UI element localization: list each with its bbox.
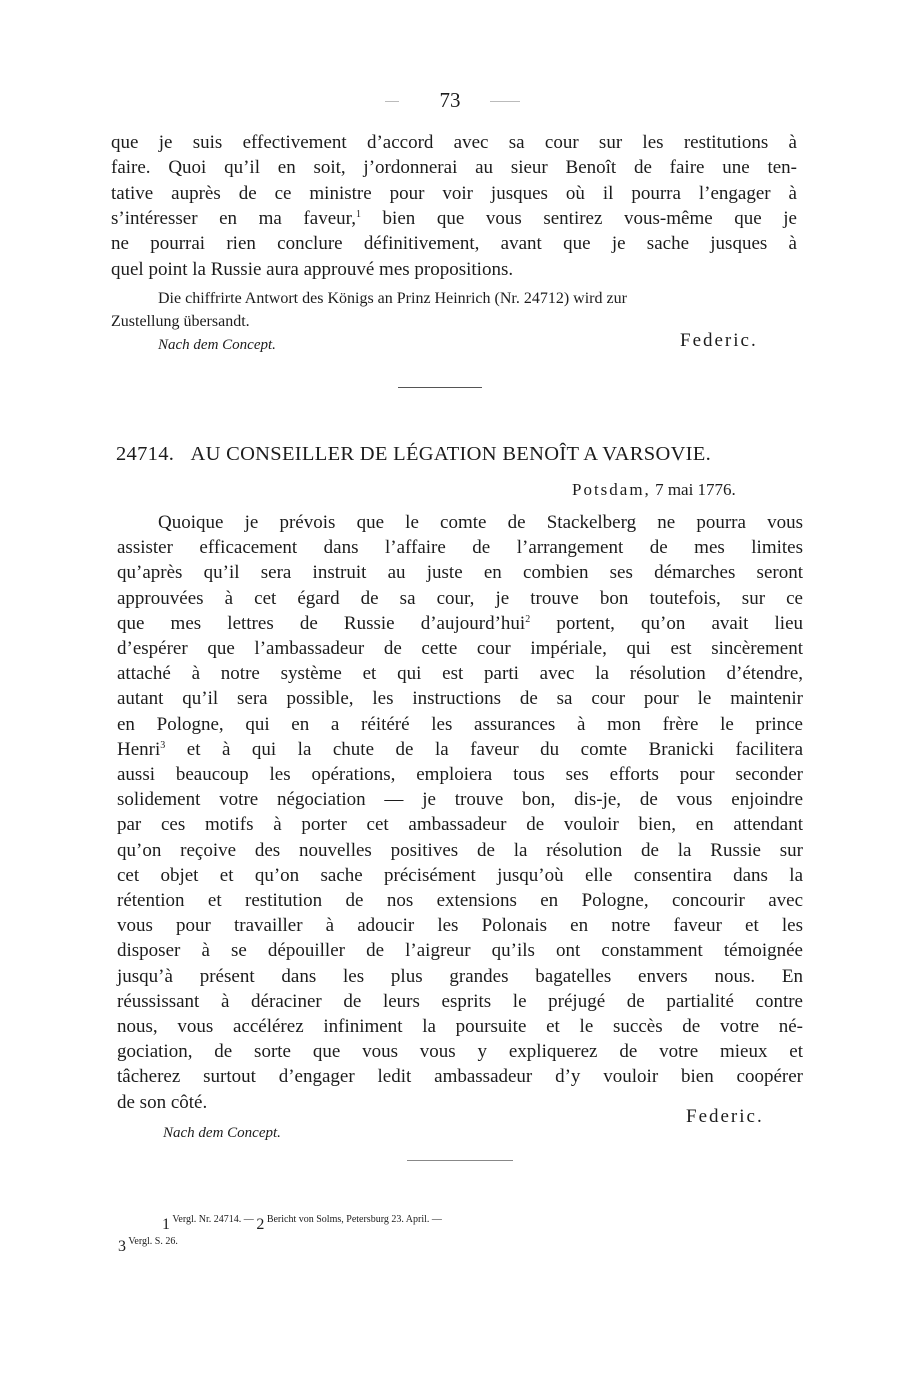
footnote-ref: 2 [525, 613, 531, 625]
text-line: de son côté. [117, 1091, 208, 1113]
text-line: nous, vous accélérez infiniment la poursuite et le succès de votre né- [117, 1016, 803, 1037]
text-line: disposer à se dépouiller de l’aigreur qu’ils ont constamment témoignée [117, 940, 803, 962]
footnote-divider [407, 1160, 513, 1161]
text-line: Quoique je prévois que le comte de Stackelberg ne pourra vous [158, 512, 803, 533]
text-line: s’intéresser en ma faveur,$^1$ bien que vous sentirez vous-même que je [111, 207, 797, 229]
letter-number: 24714. [116, 443, 175, 465]
text-line: réussissant à déraciner de leurs esprits le préjugé de partialité contre [117, 990, 803, 1012]
letter-title: AU CONSEILLER DE LÉGATION BENOÎT A VARSOVIE. [190, 443, 712, 465]
text-line: tâcherez surtout d’engager ledit ambassadeur d’y vouloir bien coopérer [117, 1066, 803, 1088]
text-line: en Pologne, qui en a réitéré les assurances à mon frère le prince [117, 713, 803, 735]
text-line: assister efficacement dans l’affaire de l’arrangement de mes limites [117, 537, 803, 559]
footnote-ref: 3 [160, 739, 166, 751]
text-line: rétention et restitution de nos extensions en Pologne, concourir avec [117, 890, 803, 911]
intro-source: Nach dem Concept. [158, 337, 276, 353]
text-line: Henri$^3$ et à qui la chute de la faveur du comte Branicki facilitera [117, 738, 803, 760]
text-line: cet objet et qu’on sache précisément jusqu’où elle consentira dans la [117, 864, 803, 886]
footnote-ref: Vergl. Nr. 24714. — [170, 1214, 257, 1225]
section-divider [398, 387, 482, 388]
text-line: qu’après qu’il sera instruit au juste en combien ses démarches seront [117, 562, 803, 584]
text-line: d’espérer que l’ambassadeur de cette cour impériale, qui est sincèrement [117, 638, 803, 659]
intro-note-line-1: Die chiffrirte Antwort des Königs an Prinz Heinrich (Nr. 24712) wird zur [158, 290, 627, 307]
text-line: autant qu’il sera possible, les instructions de sa cour pour le maintenir [117, 688, 803, 710]
text-line: que mes lettres de Russie d’aujourd’hui$^2$ portent, qu’on avait lieu [117, 612, 804, 634]
text-line: ne pourrai rien conclure définitivement, avant que je sache jusques à [111, 233, 797, 255]
text-line: tative auprès de ce ministre pour voir jusques où il pourra l’engager à [111, 182, 797, 204]
text-line: faire. Quoi qu’il en soit, j’ordonnerai au sieur Benoît de faire une ten- [111, 157, 797, 179]
letter-heading [116, 443, 711, 466]
intro-signature: Federic. [680, 330, 758, 351]
footnote-line-2: 3 $^{Vergl. S. 26.}$ [118, 1236, 178, 1255]
text-line: aussi beaucoup les opérations, emploiera tous ses efforts pour seconder [117, 764, 803, 785]
footnote-ref: Bericht von Solms, Petersburg 23. April. — [264, 1214, 442, 1225]
letter-signature: Federic. [686, 1106, 764, 1127]
letter-dateline [572, 480, 736, 500]
text-line: attaché à notre système et qui est parti avec la résolution d’étendre, [117, 663, 803, 685]
text-line: quel point la Russie aura approuvé mes propositions. [111, 258, 514, 280]
text-line: jusqu’à présent dans les plus grandes bagatelles envers nous. En [117, 965, 803, 987]
letter-source: Nach dem Concept. [163, 1125, 281, 1141]
text-line: vous pour travailler à adoucir les Polonais en notre faveur et les [117, 915, 803, 937]
page-number: 73 [439, 88, 461, 112]
footnote-ref: Vergl. S. 26. [126, 1236, 178, 1247]
page-number-rule-left [385, 101, 399, 102]
text-line: solidement votre négociation — je trouve bon, dis-je, de vous enjoindre [117, 789, 803, 811]
text-line: qu’on reçoive des nouvelles positives de la résolution de la Russie sur [117, 839, 803, 861]
page-number-rule-right [490, 101, 520, 102]
text-line: par ces motifs à porter cet ambassadeur de vouloir bien, en attendant [117, 814, 803, 836]
footnote-ref: 1 [355, 208, 361, 220]
text-line: gociation, de sorte que vous vous y expliquerez de votre mieux et [117, 1041, 803, 1063]
footnote-line-1: 1 $^{Vergl. Nr. 24714. —}$ 2 $^{Bericht von Solms, Petersburg 23. April. —}$ [162, 1214, 442, 1233]
text-line: que je suis effectivement d’accord avec sa cour sur les restitutions à [111, 132, 797, 153]
letter-place: Potsdam, [572, 480, 651, 499]
text-line: approuvées à cet égard de sa cour, je trouve bon toutefois, sur ce [117, 587, 803, 609]
intro-note-line-2: Zustellung übersandt. [111, 313, 250, 330]
letter-date: 7 mai 1776. [655, 480, 736, 499]
